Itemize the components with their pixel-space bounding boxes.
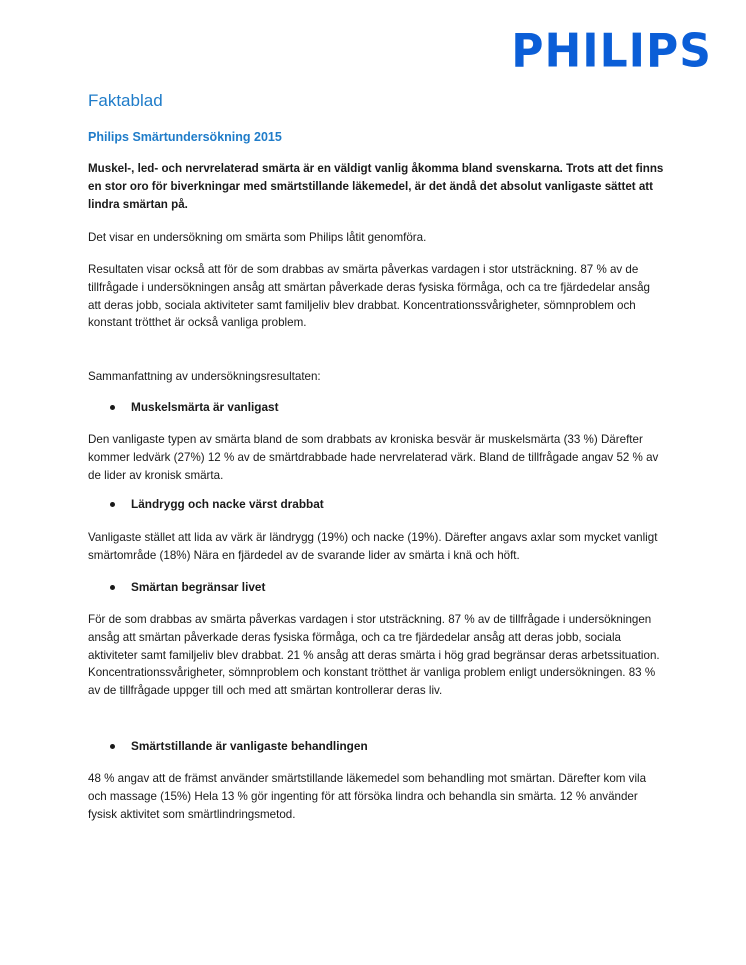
- philips-logo: PHILIPS: [511, 24, 712, 79]
- results-paragraph: Resultaten visar också att för de som drabbas av smärta påverkas vardagen i stor utsträckning. 87 % av de tillfrågade i undersökningen ansåg att smärtan påverkade deras fysiska förmåga, och ca tre fjärdedelar ansåg att deras jobb, sociala aktiviteter samt familjeliv blev drabbat. Koncentrationssvårigheter, sömnproblem och konstant trötthet är också vanliga problem.: [88, 263, 650, 330]
- section-heading-text: Ländrygg och nacke värst drabbat: [131, 497, 324, 511]
- section-heading-painkillers: [110, 739, 368, 753]
- lead-paragraph: Muskel-, led- och nervrelaterad smärta är en väldigt vanlig åkomma bland svenskarna. Trots att det finns en stor oro för biverkningar med smärtstillande läkemedel, är det ändå det absolut vanligaste sättet att lindra smärtan på.: [88, 162, 664, 211]
- doc-title: Faktablad: [88, 91, 163, 110]
- section-heading-pain-limits-life: [110, 580, 265, 594]
- bullet-icon: [110, 405, 115, 410]
- survey-title: Philips Smärtundersökning 2015: [88, 130, 282, 144]
- section-body-pain-limits-life: För de som drabbas av smärta påverkas vardagen i stor utsträckning. 87 % av de tillfrågade i undersökningen ansåg att smärtan påverkade deras fysiska förmåga, och ca tre fjärdedelar ansåg att deras jobb, sociala aktiviteter samt familjeliv blev drabbat. 21 % ansåg att deras smärta i hög grad begränsar deras arbetssituation. Koncentrationssvårigheter, sömnproblem och konstant trötthet är vanliga problem enligt undersökningen. 83 % av de tillfrågade uppger till och med att smärtan kontrollerar deras liv.: [88, 613, 660, 698]
- bullet-icon: [110, 744, 115, 749]
- section-heading-muscle-pain: [110, 400, 279, 414]
- section-body-lower-back-neck: Vanligaste stället att lida av värk är ländrygg (19%) och nacke (19%). Därefter angavs axlar som mycket vanligt smärtområde (18%) Nära en fjärdedel av de svarande lider av smärta i knä och höft.: [88, 531, 658, 562]
- summary-heading: Sammanfattning av undersökningsresultaten:: [88, 370, 321, 383]
- section-heading-lower-back-neck: [110, 497, 324, 511]
- section-heading-text: Smärtstillande är vanligaste behandlingen: [131, 739, 368, 753]
- bullet-icon: [110, 502, 115, 507]
- section-heading-text: Muskelsmärta är vanligast: [131, 400, 279, 414]
- section-heading-text: Smärtan begränsar livet: [131, 580, 266, 594]
- section-body-muscle-pain: Den vanligaste typen av smärta bland de som drabbats av kroniska besvär är muskelsmärta (33 %) Därefter kommer ledvärk (27%) 12 % av de smärtdrabbade hade nervrelaterad värk. Bland de tillfrågade angav 52 % av de lider av kronisk smärta.: [88, 433, 659, 482]
- survey-note: Det visar en undersökning om smärta som Philips låtit genomföra.: [88, 231, 427, 244]
- bullet-icon: [110, 585, 115, 590]
- section-body-painkillers: 48 % angav att de främst använder smärtstillande läkemedel som behandling mot smärtan. Därefter kom vila och massage (15%) Hela 13 % gör ingenting för att försöka lindra och behandla sin smärta. 12 % använder fysisk aktivitet som smärtlindringsmetod.: [88, 772, 647, 821]
